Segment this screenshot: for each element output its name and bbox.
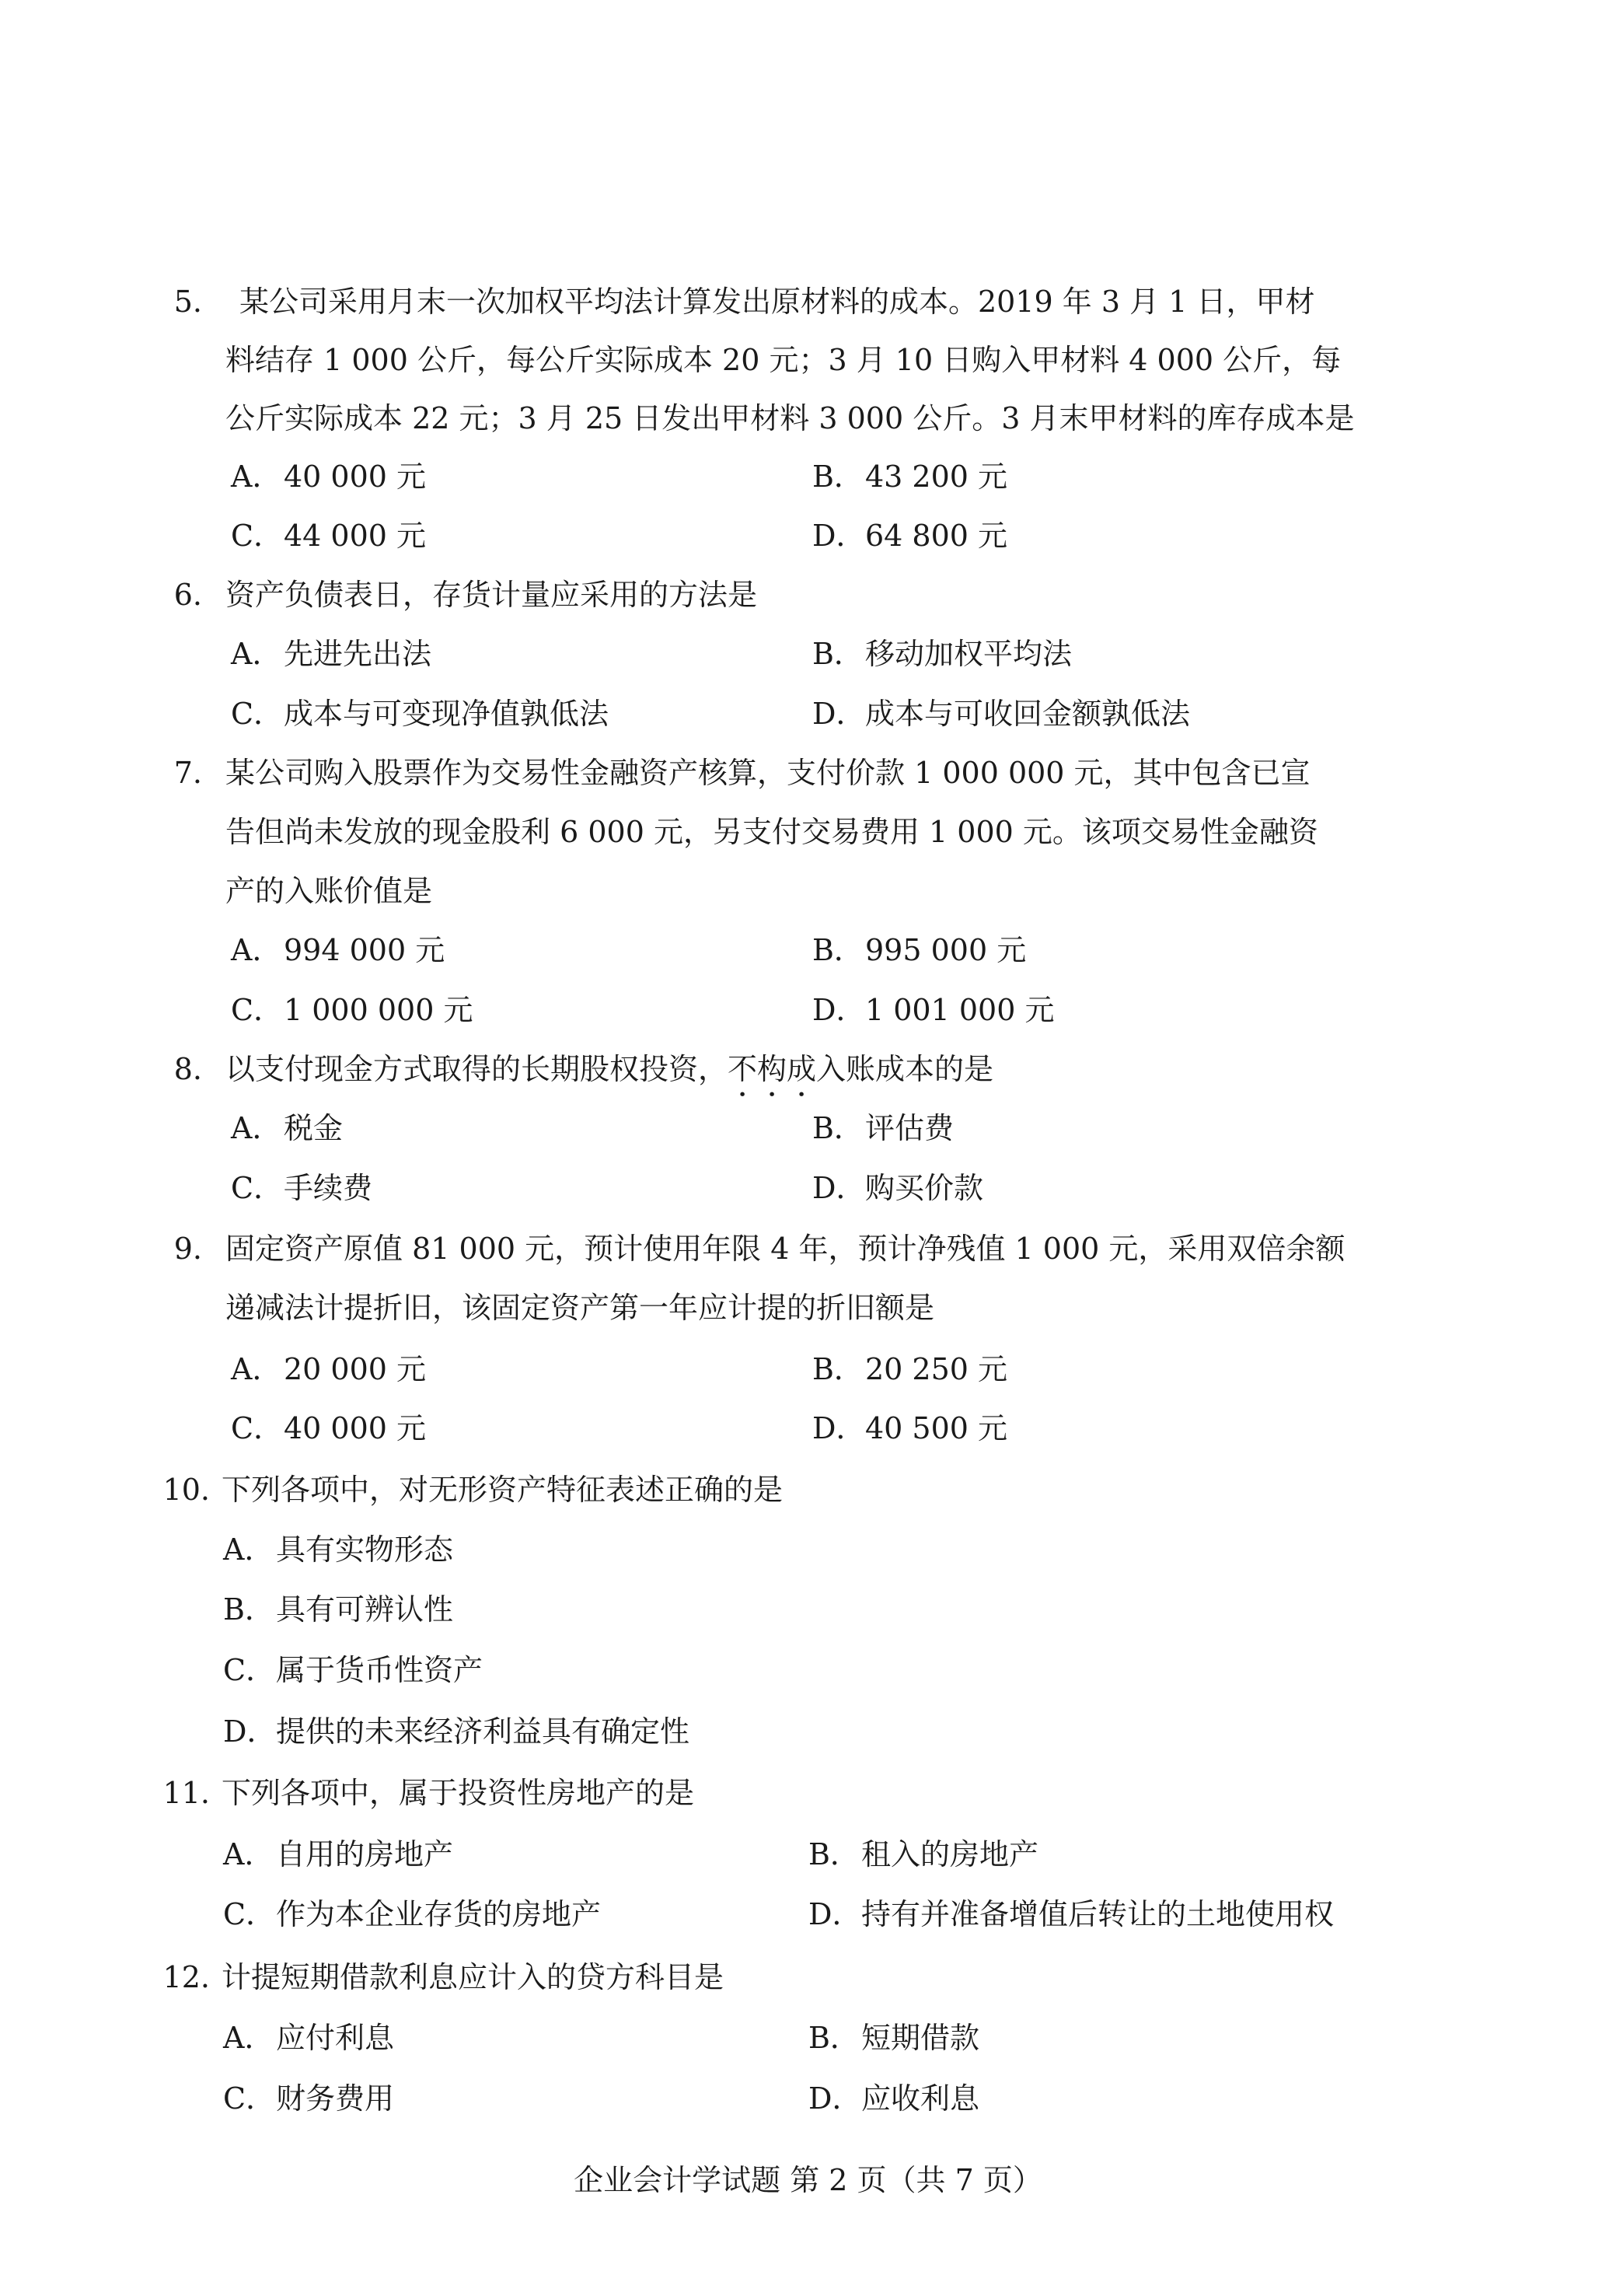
option-text: 属于货币性资产	[276, 1653, 483, 1687]
option-b	[812, 459, 1007, 494]
option-text: 40 000 元	[284, 460, 427, 494]
option-text: 64 800 元	[865, 519, 1008, 553]
option-a	[231, 932, 445, 968]
option-text: 提供的未来经济利益具有确定性	[276, 1714, 690, 1749]
emphasized-text: 不构成	[728, 1052, 817, 1086]
option-label: B．	[812, 460, 864, 494]
option-d	[812, 518, 1007, 554]
option-label: C．	[223, 2081, 276, 2116]
option-c	[231, 1410, 426, 1446]
question-number: 11.	[162, 1776, 210, 1810]
option-text: 成本与可变现净值孰低法	[284, 697, 609, 731]
question-text-line: 公斤实际成本 22 元；3 月 25 日发出甲材料 3 000 公斤。3 月末甲材料的库存成本是	[225, 401, 1355, 435]
question-number: 9.	[173, 1232, 202, 1266]
option-label: D．	[812, 1171, 866, 1205]
option-label: A．	[231, 933, 282, 967]
option-c	[231, 696, 609, 732]
option-label: B．	[812, 933, 864, 967]
option-a	[223, 1532, 453, 1567]
option-label: C．	[231, 519, 284, 553]
option-text: 994 000 元	[284, 933, 445, 967]
option-b	[808, 2020, 979, 2056]
option-d	[812, 696, 1190, 732]
question-text-line	[225, 1051, 993, 1103]
option-label: A．	[223, 2021, 274, 2055]
option-text: 具有实物形态	[276, 1532, 454, 1567]
question-text-line: 下列各项中，对无形资产特征表述正确的是	[222, 1473, 784, 1507]
option-label: C．	[223, 1897, 276, 1931]
question-text-line: 某公司购入股票作为交易性金融资产核算，支付价款 1 000 000 元，其中包含已宣	[225, 756, 1311, 790]
option-label: C．	[231, 1171, 284, 1205]
option-label: D．	[812, 697, 866, 731]
option-text: 租入的房地产	[861, 1837, 1039, 1871]
option-c	[231, 992, 473, 1028]
option-b	[812, 636, 1072, 672]
option-a	[231, 459, 426, 494]
option-label: B．	[812, 1111, 864, 1145]
option-d	[812, 1170, 983, 1206]
option-label: C．	[231, 1411, 284, 1445]
option-d	[223, 1714, 689, 1749]
option-label: D．	[812, 993, 866, 1027]
option-d	[808, 1896, 1334, 1932]
option-text: 持有并准备增值后转让的土地使用权	[861, 1897, 1335, 1931]
option-b	[812, 1110, 954, 1146]
question-text: 入账成本的是	[816, 1052, 994, 1086]
option-d	[812, 1410, 1007, 1446]
question-number: 5.	[173, 285, 202, 319]
question-number: 7.	[173, 756, 202, 790]
option-text: 短期借款	[861, 2021, 980, 2055]
option-c	[223, 2081, 394, 2116]
option-text: 购买价款	[865, 1171, 984, 1205]
option-text: 1 000 000 元	[284, 993, 473, 1027]
question-text-line: 下列各项中，属于投资性房地产的是	[222, 1776, 695, 1810]
question-number: 12.	[162, 1960, 210, 1994]
option-label: A．	[231, 1352, 282, 1386]
option-label: A．	[231, 1111, 282, 1145]
option-text: 先进先出法	[284, 637, 432, 671]
option-c	[223, 1896, 601, 1932]
question-text-line: 计提短期借款利息应计入的贷方科目是	[222, 1960, 724, 1994]
option-label: B．	[808, 1837, 860, 1871]
option-text: 作为本企业存货的房地产	[276, 1897, 602, 1931]
question-text-line: 料结存 1 000 公斤，每公斤实际成本 20 元；3 月 10 日购入甲材料 4 000 公斤，每	[225, 343, 1342, 377]
option-label: A．	[231, 637, 282, 671]
option-text: 40 000 元	[284, 1411, 427, 1445]
question-number: 6.	[173, 578, 202, 612]
option-c	[231, 518, 426, 554]
question-text-line: 资产负债表日，存货计量应采用的方法是	[225, 578, 758, 612]
option-label: B．	[812, 1352, 864, 1386]
option-text: 应付利息	[276, 2021, 395, 2055]
option-label: D．	[808, 1897, 862, 1931]
option-text: 995 000 元	[865, 933, 1027, 967]
option-text: 具有可辨认性	[276, 1592, 454, 1627]
option-text: 成本与可收回金额孰低法	[865, 697, 1191, 731]
question-text-line: 告但尚未发放的现金股利 6 000 元，另支付交易费用 1 000 元。该项交易性金融资	[225, 815, 1318, 849]
question-text: 以支付现金方式取得的长期股权投资，	[225, 1052, 728, 1086]
question-text-line: 固定资产原值 81 000 元，预计使用年限 4 年，预计净残值 1 000 元，采用双倍余额	[225, 1232, 1346, 1266]
option-c	[223, 1652, 483, 1688]
option-label: A．	[223, 1837, 274, 1871]
option-label: C．	[223, 1653, 276, 1687]
option-text: 评估费	[865, 1111, 955, 1145]
option-label: C．	[231, 697, 284, 731]
option-label: B．	[223, 1592, 274, 1627]
option-text: 1 001 000 元	[865, 993, 1055, 1027]
option-text: 财务费用	[276, 2081, 395, 2116]
option-label: B．	[808, 2021, 860, 2055]
option-text: 20 250 元	[865, 1352, 1008, 1386]
option-text: 手续费	[284, 1171, 373, 1205]
option-text: 44 000 元	[284, 519, 427, 553]
option-a	[231, 636, 431, 672]
option-label: A．	[231, 460, 282, 494]
option-text: 40 500 元	[865, 1411, 1008, 1445]
option-label: B．	[812, 637, 864, 671]
option-d	[808, 2081, 979, 2116]
option-a	[231, 1110, 343, 1146]
question-text-line: 某公司采用月末一次加权平均法计算发出原材料的成本。2019 年 3 月 1 日，甲材	[239, 285, 1315, 319]
question-number: 8.	[173, 1052, 202, 1086]
option-text: 自用的房地产	[276, 1837, 454, 1871]
option-a	[223, 2020, 394, 2056]
option-text: 应收利息	[861, 2081, 980, 2116]
option-text: 20 000 元	[284, 1352, 427, 1386]
option-c	[231, 1170, 372, 1206]
option-label: D．	[808, 2081, 862, 2116]
option-label: D．	[223, 1714, 277, 1749]
option-text: 移动加权平均法	[865, 637, 1073, 671]
option-text: 税金	[284, 1111, 344, 1145]
question-text-line: 递减法计提折旧，该固定资产第一年应计提的折旧额是	[225, 1291, 935, 1325]
option-label: D．	[812, 1411, 866, 1445]
page-footer: 企业会计学试题 第 2 页（共 7 页）	[574, 2163, 1042, 2197]
option-b	[812, 932, 1026, 968]
option-a	[231, 1351, 426, 1387]
question-text-line: 产的入账价值是	[225, 874, 433, 908]
option-label: D．	[812, 519, 866, 553]
option-b	[223, 1592, 453, 1627]
option-b	[812, 1351, 1007, 1387]
option-text: 43 200 元	[865, 460, 1008, 494]
question-number: 10.	[162, 1473, 210, 1507]
option-a	[223, 1836, 453, 1872]
option-label: C．	[231, 993, 284, 1027]
option-label: A．	[223, 1532, 274, 1567]
option-b	[808, 1836, 1038, 1872]
option-d	[812, 992, 1054, 1028]
